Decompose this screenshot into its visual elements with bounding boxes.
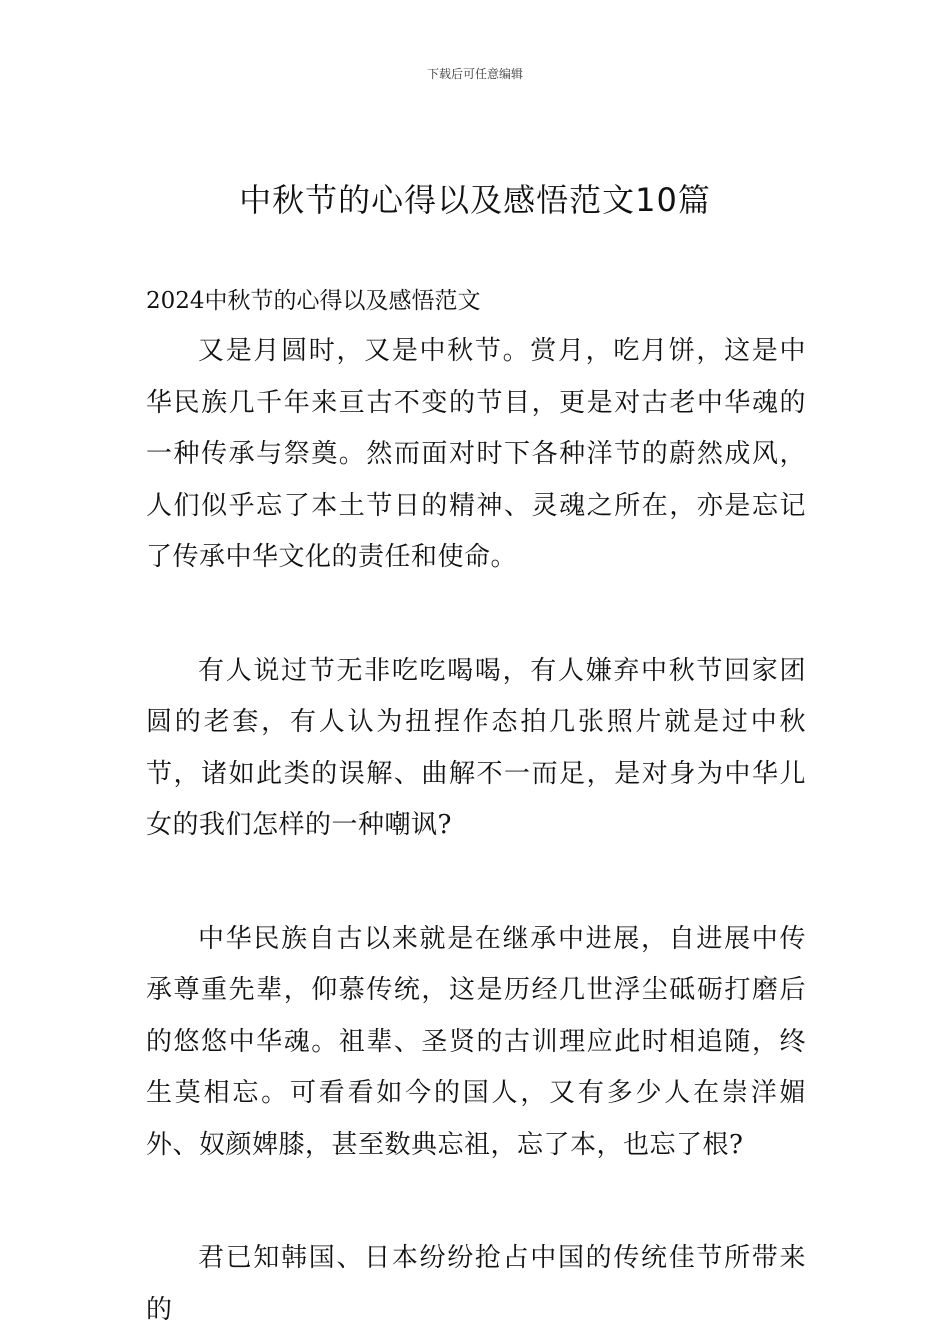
document-title: 中秋节的心得以及感悟范文10篇 [239, 181, 711, 219]
section-subtitle: 2024中秋节的心得以及感悟范文 [146, 288, 481, 314]
paragraph-gap [146, 584, 806, 646]
paragraph-3: 中华民族自古以来就是在继承中进展，自进展中传承尊重先辈，仰慕传统，这是历经几世浮尘砥砺打磨后的悠悠中华魂。祖辈、圣贤的古训理应此时相追随，终生莫相忘。可看看如今的国人，又有多少人在崇洋媚外、奴颜婢膝，甚至数典忘祖，忘了本，也忘了根? [146, 923, 806, 1160]
paragraph-2: 有人说过节无非吃吃喝喝，有人嫌弃中秋节回家团圆的老套，有人认为扭捏作态拍几张照片就是过中秋节，诸如此类的误解、曲解不一而足，是对身为中华儿女的我们怎样的一种嘲讽? [146, 655, 806, 840]
header-note: 下载后可任意编辑 [426, 67, 523, 81]
paragraph-1: 又是月圆时，又是中秋节。赏月，吃月饼，这是中华民族几千年来亘古不变的节目，更是对古老中华魂的一种传承与祭奠。然而面对时下各种洋节的蔚然成风，人们似乎忘了本土节日的精神、灵魂之所在，亦是忘记了传承中华文化的责任和使命。 [146, 336, 806, 572]
paragraph-gap [146, 852, 806, 914]
paragraph-4: 君已知韩国、日本纷纷抢占中国的传统佳节所带来的 [146, 1243, 806, 1325]
paragraph-gap [146, 1171, 806, 1233]
document-body [146, 282, 806, 1336]
